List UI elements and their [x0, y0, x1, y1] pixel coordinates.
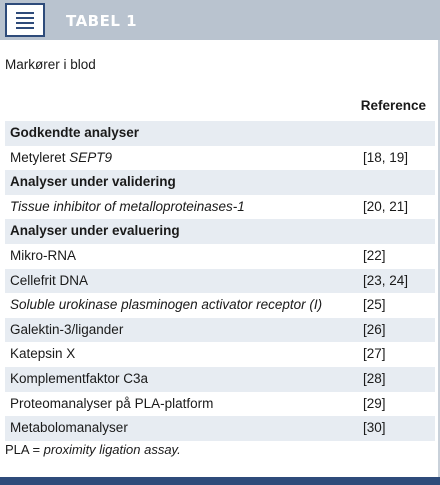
row-label: Cellefrit DNA — [10, 272, 89, 288]
group-row — [5, 219, 435, 244]
group-label: Analyser under validering — [10, 174, 176, 190]
row-reference: [26] — [363, 321, 386, 337]
table-row — [5, 392, 435, 417]
row-label: Soluble urokinase plasminogen activator receptor (I) — [10, 297, 323, 313]
table-body — [5, 121, 435, 441]
row-reference: [23, 24] — [363, 272, 409, 288]
table-row — [5, 416, 435, 441]
row-label: Katepsin X — [10, 346, 76, 362]
row-reference: [25] — [363, 297, 386, 313]
table-row — [5, 293, 435, 318]
row-label: Metyleret SEPT9 — [10, 149, 113, 165]
gene-name: SEPT9 — [69, 149, 113, 165]
footnote-definition: proximity ligation assay. — [43, 442, 181, 457]
bottom-bar — [0, 477, 440, 485]
group-label: Godkendte analyser — [10, 125, 140, 140]
row-reference: [18, 19] — [363, 149, 409, 165]
row-reference: [27] — [363, 346, 386, 362]
row-reference: [30] — [363, 420, 386, 436]
document-icon — [5, 3, 45, 37]
table-row — [5, 244, 435, 269]
row-label: Galektin-3/ligander — [10, 321, 124, 337]
row-label: Tissue inhibitor of metalloproteinases-1 — [10, 198, 245, 214]
row-label: Metabolomanalyser — [10, 420, 128, 436]
row-label: Mikro-RNA — [10, 247, 76, 263]
table-row — [5, 318, 435, 343]
table-row — [5, 146, 435, 171]
table-title: TABEL 1 — [66, 12, 138, 30]
group-label: Analyser under evaluering — [10, 223, 180, 239]
table-subtitle: Markører i blod — [5, 57, 96, 72]
table-row — [5, 342, 435, 367]
row-reference: [20, 21] — [363, 198, 409, 214]
row-reference: [28] — [363, 370, 386, 386]
footnote-abbr: PLA = — [5, 442, 44, 457]
row-reference: [29] — [363, 395, 386, 411]
table-footnote — [5, 442, 181, 457]
row-label: Proteomanalyser på PLA-platform — [10, 395, 214, 411]
group-row — [5, 170, 435, 195]
table-row — [5, 195, 435, 220]
group-row — [5, 121, 435, 146]
table-header-bar — [0, 0, 440, 40]
row-reference: [22] — [363, 247, 386, 263]
reference-column-header: Reference — [360, 98, 426, 113]
table-row — [5, 367, 435, 392]
row-label: Komplementfaktor C3a — [10, 370, 149, 386]
table-row — [5, 269, 435, 294]
